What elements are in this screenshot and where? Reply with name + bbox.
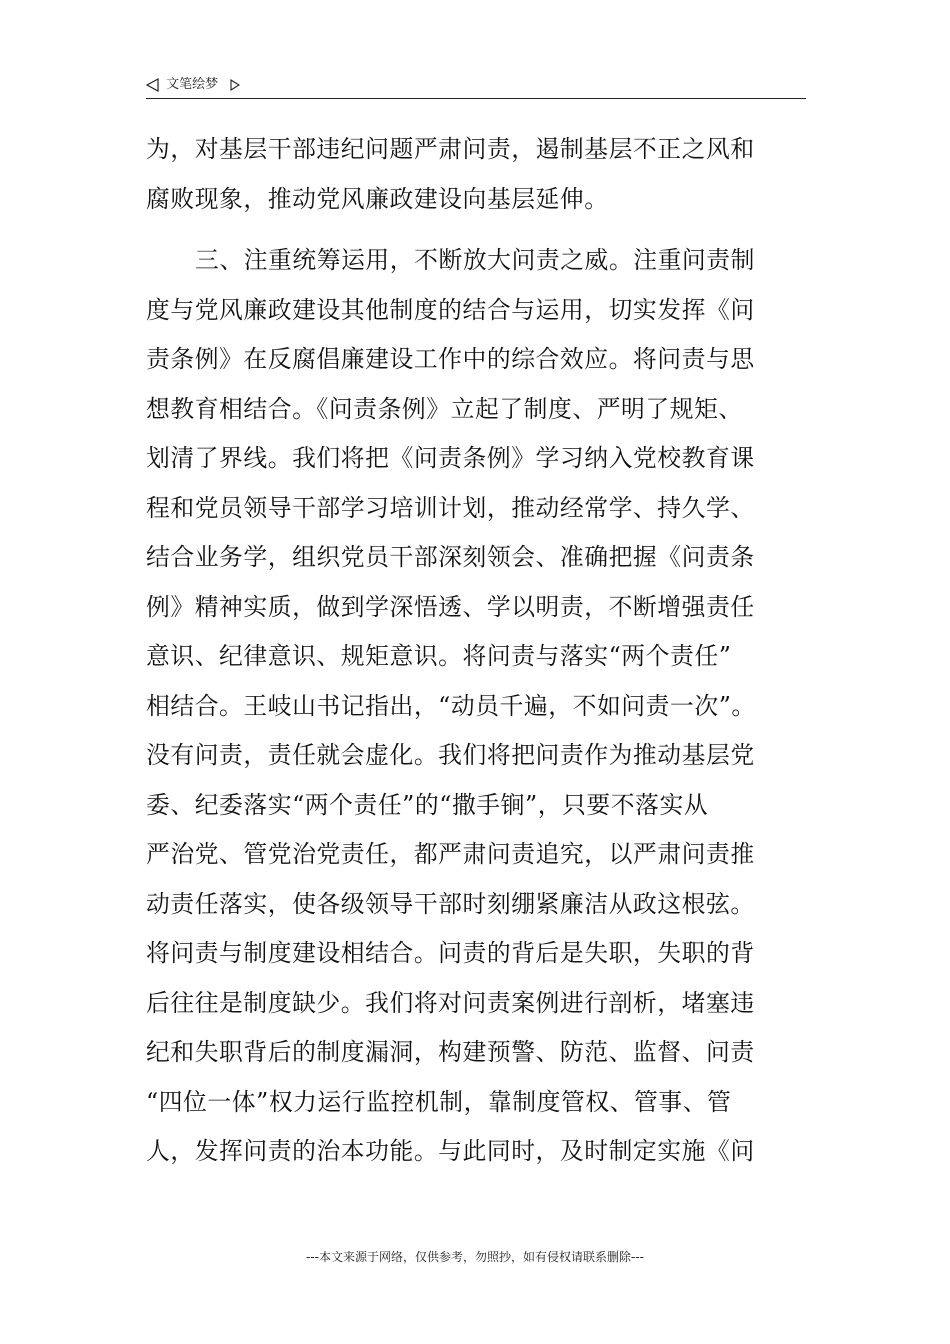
document-body: [146, 125, 836, 1177]
header-brand: 文笔绘梦: [166, 77, 219, 92]
text-line-13: 没有问责，责任就会虚化。我们将把问责作为推动基层党: [146, 741, 755, 769]
triangle-left-outline-icon: [146, 78, 159, 92]
text-line-6: 想教育相结合。《问责条例》立起了制度、严明了规矩、: [146, 394, 743, 423]
triangle-right-outline-icon: [230, 79, 240, 91]
text-line-1: 为，对基层干部违纪问题严肃问责，遏制基层不正之风和: [146, 135, 755, 163]
text-line-16: 动责任落实，使各级领导干部时刻绷紧廉洁从政这根弦。: [146, 889, 755, 918]
text-line-4: 度与党风廉政建设其他制度的结合与运用，切实发挥《问: [146, 295, 755, 324]
text-line-11: 意识、纪律意识、规矩意识。将问责与落实“两个责任”: [146, 642, 732, 670]
text-line-8: 程和党员领导干部学习培训计划，推动经常学、持久学、: [146, 493, 755, 522]
section-three-heading-line: 三、注重统筹运用，不断放大问责之威。注重问责制: [195, 246, 755, 274]
text-line-17: 将问责与制度建设相结合。问责的背后是失职，失职的背: [146, 939, 755, 967]
text-line-10: 例》精神实质，做到学深悟透、学以明责，不断增强责任: [146, 592, 755, 621]
text-line-19: 纪和失职背后的制度漏洞，构建预警、防范、监督、问责: [146, 1038, 755, 1066]
text-line-21: 人，发挥问责的治本功能。与此同时，及时制定实施《问: [146, 1137, 755, 1165]
footer-notice: ---本文来源于网络，仅供参考，勿照抄，如有侵权请联系删除---: [306, 1250, 644, 1264]
text-line-7: 划清了界线。我们将把《问责条例》学习纳入党校教育课: [146, 444, 755, 472]
text-line-18: 后往往是制度缺少。我们将对问责案例进行剖析，堵塞违: [146, 988, 755, 1017]
text-line-14: 委、纪委落实“两个责任”的“撒手锏”，只要不落实从: [146, 790, 709, 819]
text-line-9: 结合业务学，组织党员干部深刻领会、准确把握《问责条: [146, 543, 755, 571]
page-header: [146, 74, 806, 99]
text-line-2: 腐败现象，推动党风廉政建设向基层延伸。: [146, 184, 609, 213]
text-line-20: “四位一体”权力运行监控机制，靠制度管权、管事、管: [146, 1087, 732, 1116]
text-line-15: 严治党、管党治党责任，都严肃问责追究，以严肃问责推: [146, 840, 755, 868]
text-line-12: 相结合。王岐山书记指出，“动员千遍，不如问责一次”。: [146, 691, 756, 720]
text-line-5: 责条例》在反腐倡廉建设工作中的综合效应。将问责与思: [146, 345, 755, 373]
